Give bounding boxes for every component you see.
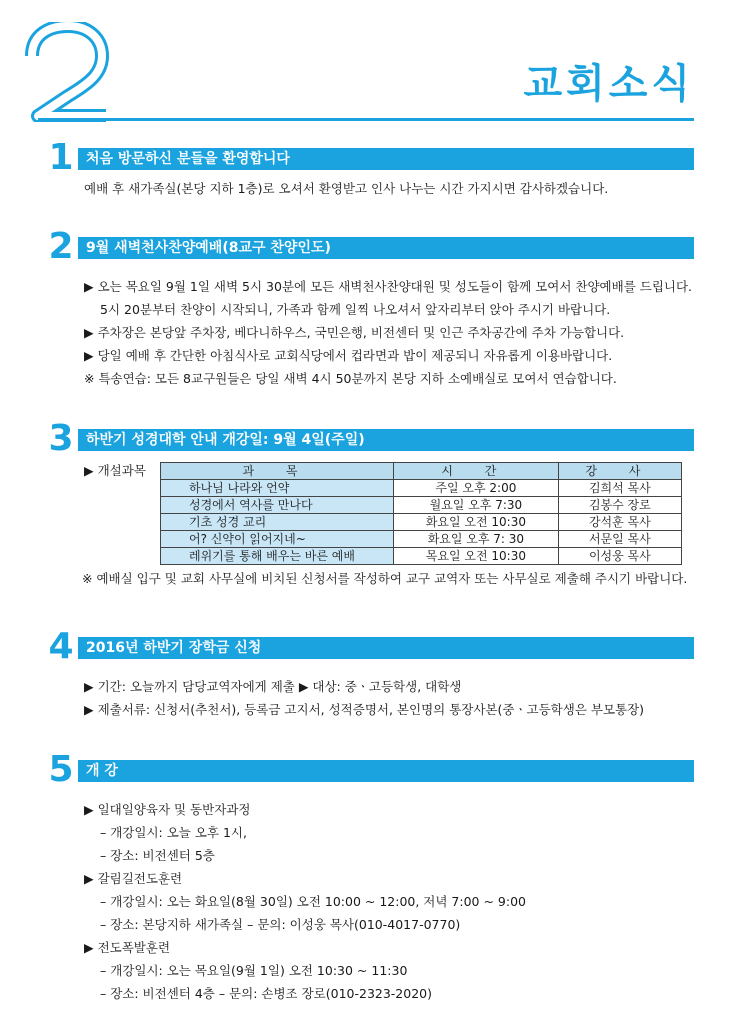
text-line: – 장소: 비전센터 4층 – 문의: 손병조 장로(010-2323-2020) <box>100 986 432 1001</box>
text-line: ▶ 기간: 오늘까지 담당교역자에게 제출 ▶ 대상: 중ㆍ고등학생, 대학생 <box>84 679 462 694</box>
text-line: ▶ 전도폭발훈련 <box>84 940 171 955</box>
section-courses-opening <box>38 749 694 1005</box>
section-title: 9월 새벽천사찬양예배(8교구 찬양인도) <box>78 237 694 259</box>
text-line: ▶ 당일 예배 후 간단한 아침식사로 교회식당에서 컵라면과 밥이 제공되니 자유롭게 이용바랍니다. <box>84 348 613 363</box>
table-row <box>161 514 682 531</box>
text-line: – 개강일시: 오늘 오후 1시, <box>100 825 247 840</box>
course-lecturer: 강석훈 목사 <box>558 514 681 531</box>
page-title: 교회소식 <box>523 61 694 107</box>
course-subject: 성경에서 역사를 만나다 <box>161 497 394 514</box>
text-line: ▶ 주차장은 본당앞 주차장, 베다니하우스, 국민은행, 비전센터 및 인근 주차공간에 주차 가능합니다. <box>84 325 625 340</box>
table-row <box>161 480 682 497</box>
table-row <box>161 497 682 514</box>
text-line: – 개강일시: 오는 화요일(8월 30일) 오전 10:00 ~ 12:00, 저녁 7:00 ~ 9:00 <box>100 894 526 909</box>
text-line: ▶ 오는 목요일 9월 1일 새벽 5시 30분에 모든 새벽천사찬양대원 및 성도들이 함께 모여서 찬양예배를 드립니다. <box>84 279 693 294</box>
section-title: 처음 방문하신 분들을 환영합니다 <box>78 148 694 170</box>
table-row <box>161 548 682 565</box>
text-line: ▶ 일대일양육자 및 동반자과정 <box>84 802 251 817</box>
big-number-2 <box>22 22 112 122</box>
course-time: 화요일 오후 7: 30 <box>394 531 559 548</box>
text-line: – 장소: 본당지하 새가족실 – 문의: 이성웅 목사(010-4017-0770) <box>100 917 461 932</box>
course-subject: 기초 성경 교리 <box>161 514 394 531</box>
text-line: – 장소: 비전센터 5층 <box>100 848 215 863</box>
course-lecturer: 김봉수 장로 <box>558 497 681 514</box>
table-row <box>161 531 682 548</box>
title-divider <box>38 118 694 121</box>
course-lecturer: 김희석 목사 <box>558 480 681 497</box>
section-title: 2016년 하반기 장학금 신청 <box>78 637 694 659</box>
section-scholarship <box>38 626 694 721</box>
text-line: – 개강일시: 오는 목요일(9월 1일) 오전 10:30 ~ 11:30 <box>100 963 408 978</box>
course-subject: 어? 신약이 읽어지네~ <box>161 531 394 548</box>
course-time: 월요일 오후 7:30 <box>394 497 559 514</box>
text-line: 예배 후 새가족실(본당 지하 1층)로 오셔서 환영받고 인사 나누는 시간 가지시면 감사하겠습니다. <box>84 181 609 196</box>
section-dawn-worship <box>38 226 694 390</box>
course-lecturer: 서문일 목사 <box>558 531 681 548</box>
section-number: 3 <box>48 418 74 459</box>
section-title: 개 강 <box>78 760 694 782</box>
section-number: 2 <box>48 226 74 267</box>
note-line: ※ 예배실 입구 및 교회 사무실에 비치된 신청서를 작성하여 교구 교역자 또는 사무실로 제출해 주시기 바랍니다. <box>82 571 688 586</box>
text-line: ※ 특송연습: 모든 8교구원들은 당일 새벽 4시 50분까지 본당 지하 소예배실로 모여서 연습합니다. <box>84 371 617 386</box>
section-welcome <box>38 137 694 200</box>
course-time: 화요일 오전 10:30 <box>394 514 559 531</box>
course-subject: 레위기를 통해 배우는 바른 예배 <box>161 548 394 565</box>
course-table <box>160 462 682 565</box>
course-time: 목요일 오전 10:30 <box>394 548 559 565</box>
course-subject: 하나님 나라와 언약 <box>161 480 394 497</box>
section-title: 하반기 성경대학 안내 개강일: 9월 4일(주일) <box>78 429 694 451</box>
course-time: 주일 오후 2:00 <box>394 480 559 497</box>
courses-label: ▶ 개설과목 <box>84 463 146 478</box>
section-number: 4 <box>48 626 74 667</box>
column-header: 강 사 <box>558 463 681 480</box>
course-lecturer: 이성웅 목사 <box>558 548 681 565</box>
section-number: 1 <box>48 137 74 178</box>
text-line: 5시 20분부터 찬양이 시작되니, 가족과 함께 일찍 나오셔서 앞자리부터 앉아 주시기 바랍니다. <box>100 302 611 317</box>
text-line: ▶ 갈림길전도훈련 <box>84 871 183 886</box>
section-number: 5 <box>48 749 74 790</box>
column-header: 과 목 <box>161 463 394 480</box>
text-line: ▶ 제출서류: 신청서(추천서), 등록금 고지서, 성적증명서, 본인명의 통장사본(중ㆍ고등학생은 부모통장) <box>84 702 645 717</box>
section-bible-college <box>38 418 694 590</box>
column-header: 시 간 <box>394 463 559 480</box>
